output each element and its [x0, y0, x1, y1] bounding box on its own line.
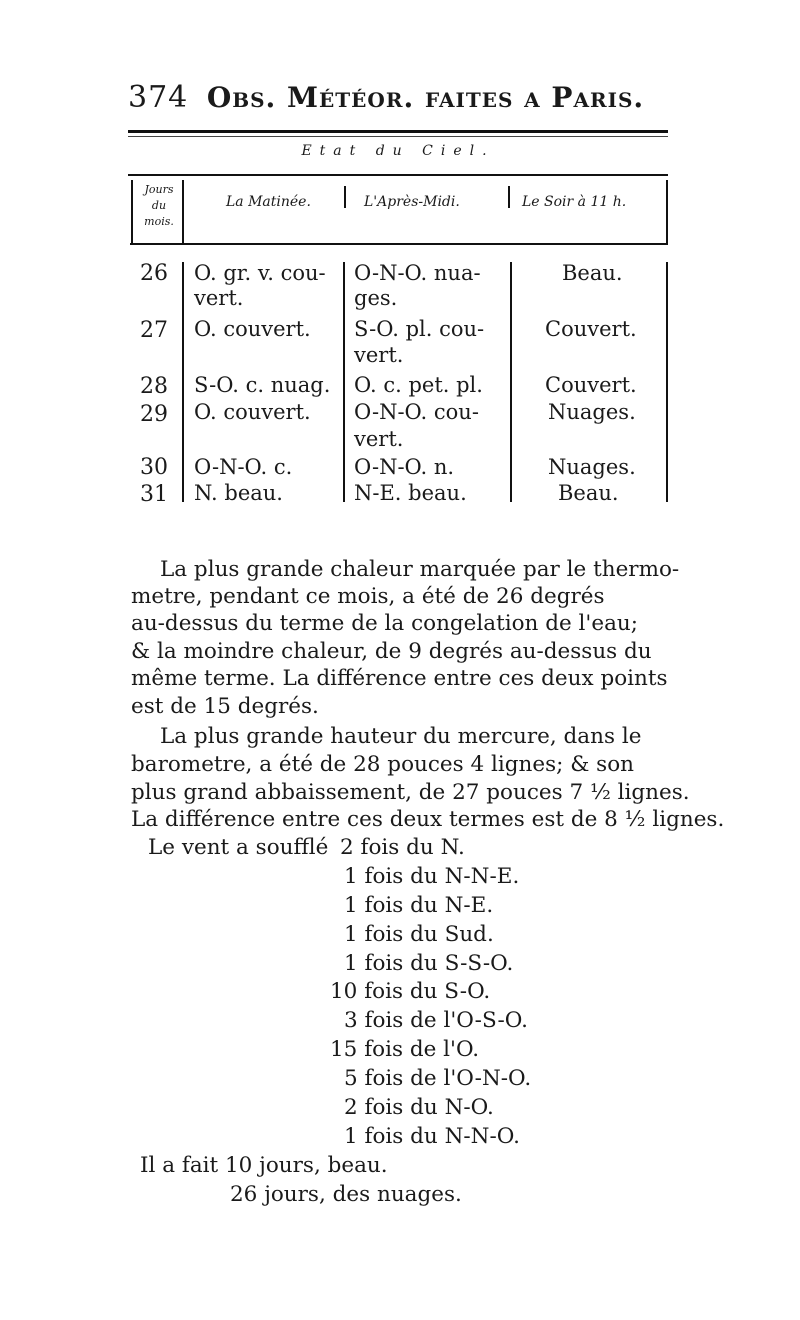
table-divider: [343, 262, 345, 502]
paragraph-line: metre, pendant ce mois, a été de 26 degrés: [131, 584, 605, 609]
matinee-cell: vert.: [194, 286, 244, 310]
matinee-cell: O. gr. v. cou-: [194, 261, 326, 285]
column-header-matinee: La Matinée.: [226, 194, 311, 210]
table-top-rule: [128, 174, 668, 176]
day-number: 31: [140, 482, 168, 507]
summary-line: 26 jours, des nuages.: [230, 1182, 462, 1207]
paragraph-line: même terme. La différence entre ces deux points: [131, 666, 668, 691]
wind-entry: 2 fois du N-O.: [344, 1095, 494, 1120]
paragraph-line: au-dessus du terme de la congelation de l'eau;: [131, 611, 638, 636]
running-header: [128, 80, 668, 115]
soir-cell: Couvert.: [545, 317, 637, 341]
matinee-cell: S-O. c. nuag.: [194, 373, 331, 397]
paragraph-line: barometre, a été de 28 pouces 4 lignes; & son: [131, 752, 635, 777]
soir-cell: Beau.: [562, 261, 623, 285]
matinee-cell: O. couvert.: [194, 317, 311, 341]
apres-midi-cell: S-O. pl. cou-: [354, 317, 485, 341]
wind-entry: 15 fois de l'O.: [330, 1037, 480, 1062]
column-header-jours: Jours du mois.: [144, 183, 174, 228]
table-divider: [510, 262, 512, 502]
table-header-rule: [130, 243, 668, 245]
apres-midi-cell: O-N-O. n.: [354, 455, 455, 479]
table-left-border: [131, 180, 133, 244]
wind-entry: 1 fois du N-N-E.: [344, 864, 520, 889]
matinee-cell: O. couvert.: [194, 400, 311, 424]
wind-entry: 1 fois du Sud.: [344, 922, 494, 947]
day-number: 28: [140, 374, 168, 399]
apres-midi-cell: N-E. beau.: [354, 481, 467, 505]
header-rule: [128, 130, 668, 133]
table-right-border: [666, 180, 668, 244]
wind-entry: 1 fois du N-N-O.: [344, 1124, 520, 1149]
paragraph-line: plus grand abbaissement, de 27 pouces 7 ½ lignes.: [131, 780, 690, 805]
apres-midi-cell: ges.: [354, 286, 398, 310]
winds-intro: Le vent a soufflé: [148, 835, 329, 860]
wind-entry: 3 fois de l'O-S-O.: [344, 1008, 528, 1033]
day-number: 29: [140, 402, 168, 427]
page-number: 374: [128, 80, 189, 115]
soir-cell: Nuages.: [548, 455, 636, 479]
table-right-border: [666, 262, 668, 502]
paragraph-line: est de 15 degrés.: [131, 694, 319, 719]
column-header-soir: Le Soir à 11 h.: [522, 194, 627, 210]
day-number: 27: [140, 318, 168, 343]
summary-line: Il a fait 10 jours, beau.: [140, 1153, 388, 1178]
paragraph-line: La différence entre ces deux termes est de 8 ½ lignes.: [131, 807, 725, 832]
table-caption: Etat du Ciel.: [301, 143, 495, 159]
apres-midi-cell: O. c. pet. pl.: [354, 373, 483, 397]
day-number: 26: [140, 261, 168, 286]
wind-entry: 1 fois du N-E.: [344, 893, 494, 918]
matinee-cell: N. beau.: [194, 481, 283, 505]
apres-midi-cell: O-N-O. cou-: [354, 400, 479, 424]
soir-cell: Nuages.: [548, 400, 636, 424]
table-divider: [182, 262, 184, 502]
wind-entry: 2 fois du N.: [340, 835, 465, 860]
soir-cell: Beau.: [558, 481, 619, 505]
apres-midi-cell: O-N-O. nua-: [354, 261, 481, 285]
table-divider: [182, 180, 184, 244]
apres-midi-cell: vert.: [354, 343, 404, 367]
table-divider: [508, 186, 510, 208]
wind-entry: 10 fois du S-O.: [330, 979, 491, 1004]
apres-midi-cell: vert.: [354, 427, 404, 451]
column-header-apres-midi: L'Après-Midi.: [364, 194, 460, 210]
wind-entry: 1 fois du S-S-O.: [344, 951, 514, 976]
wind-entry: 5 fois de l'O-N-O.: [344, 1066, 532, 1091]
page-title: Obs. Météor. faites a Paris.: [206, 81, 645, 114]
day-number: 30: [140, 455, 168, 480]
soir-cell: Couvert.: [545, 373, 637, 397]
paragraph-line: & la moindre chaleur, de 9 degrés au-dessus du: [131, 639, 652, 664]
table-divider: [344, 186, 346, 208]
paragraph-line: La plus grande chaleur marquée par le thermo-: [160, 557, 680, 582]
paragraph-line: La plus grande hauteur du mercure, dans le: [160, 724, 642, 749]
header-rule-thin: [128, 136, 668, 137]
matinee-cell: O-N-O. c.: [194, 455, 293, 479]
